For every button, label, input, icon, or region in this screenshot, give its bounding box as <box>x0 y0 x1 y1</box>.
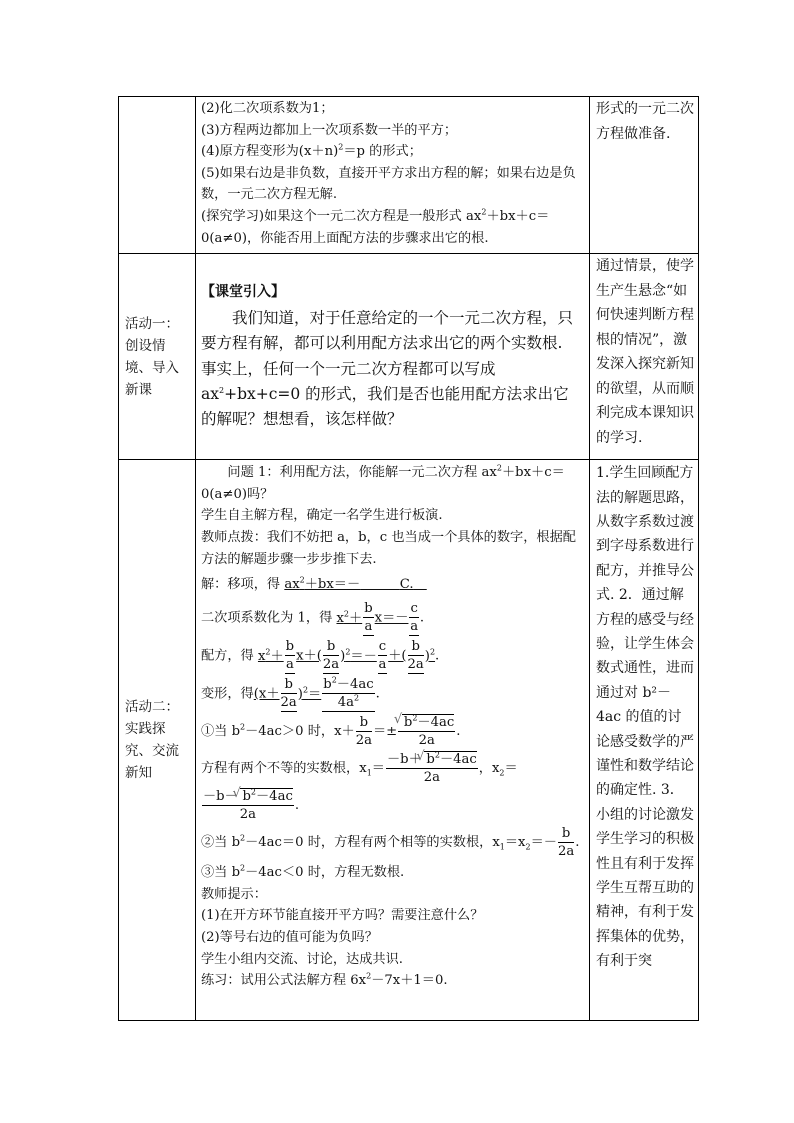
hint-1: (1)在开方环节能直接开平方吗？需要注意什么？ <box>201 908 484 924</box>
content-cell <box>196 97 590 254</box>
design-intent-cell <box>590 254 699 460</box>
practice-exercise: 练习：试用公式法解方程 $6x^2-7x+1=0$. <box>201 971 448 989</box>
step-5: (5)如果右边是非负数，直接开平方求出方程的解；如果右边是负数，一元二次方程无解. <box>201 165 576 203</box>
step-transform: 变形，得(x＋ $\frac{b}{2a}$ )$^2$＝ $\frac{b^2-4ac}{4a^2}$ . <box>201 675 380 711</box>
hint-2: (2)等号右边的值可能为负吗？ <box>201 929 378 945</box>
question-1: 问题 1：利用配方法，你能解一元二次方程 $ax^2+bx+c=0(a\ne 0)$吗？ <box>201 463 565 502</box>
section-heading: 【课堂引入】 <box>201 284 285 301</box>
step-normalize: 二次项系数化为 1，得 $x^2+$ $\frac{b}{a}$ x＝－ $\frac{c}{a}$ . <box>201 601 425 635</box>
table-row <box>119 254 699 460</box>
design-intent-text: 1.学生回顾配方法的解题思路，从数字系数过渡到字母系数进行配方，并推导公式. 2．通过解方程的感受与经验，让学生体会数式通性，进而通过对 b²－4ac 的值的讨论感受数学的严谨性和数学结论的确定性. 3．小组的讨论激发学生学习的积极性且有利于发挥学生互帮互助的精神，有利于发挥集体的优势，有利于突 <box>596 465 694 970</box>
activity-label-cell <box>119 254 196 460</box>
teacher-hint-title: 教师提示： <box>201 886 267 902</box>
step-move-terms: 解：移项，得 $ax^2+bx=-$ C. <box>201 575 414 593</box>
student-activity: 学生自主解方程，确定一名学生进行板演. <box>201 508 443 524</box>
step-complete-square: 配方，得 $x^2+$ $\frac{b}{a}$ x＋( $\frac{b}{2a}$ )$^2$＝－ $\frac{c}{a}$ ＋( $\frac{b}{2a}$ )$^2$. <box>201 639 440 673</box>
step-3: (3)方程两边都加上一次项系数一半的平方； <box>201 122 458 138</box>
intro-paragraph: 我们知道，对于任意给定的一个一元二次方程，只要方程有解，都可以利用配方法求出它的两个实数根. 事实上，任何一个一元二次方程都可以写成 <box>201 308 574 378</box>
design-intent-text: 形式的一元二次方程做准备. <box>596 101 694 142</box>
case-positive: ①当 $b^2-4ac>0$ 时，x＋ $\frac{b}{2a}$ ＝± √ $\frac{b^2-4ac}{2a}$ . <box>201 714 583 749</box>
teacher-guidance: 教师点拨：我们不妨把 a，b，c 也当成一个具体的数字，根据配方法的解题步骤一步步推下去. <box>201 529 576 567</box>
table-row <box>119 460 699 1021</box>
activity-one-label: 活动一：创设情境、导入新课 <box>125 315 179 398</box>
case-negative: ③当 $b^2-4ac<0$ 时，方程无数根. <box>201 863 405 881</box>
explore-question: (探究学习)如果这个一元二次方程是一般形式 $ax^2+bx+c=0(a\ne 0)$，你能否用上面配方法的步骤求出它的根. <box>201 207 550 246</box>
design-intent-text: 通过情景，使学生产生悬念“如何快速判断方程根的情况”，激发深入探究新知的欲望，从而顺利完成本课知识的学习. <box>596 258 694 446</box>
step-4: (4)原方程变形为$(x+n)^2=p$ 的形式； <box>201 142 422 160</box>
content-cell <box>196 254 590 460</box>
two-roots: 方程有两个不等的实数根，$x_1=$ $\frac{-b+ √ b^2-4ac}{2a}$ ，$x_2=$ <box>201 751 583 786</box>
content-cell <box>196 460 590 1021</box>
second-root: $\frac{-b- √ b^2-4ac}{2a}$ . <box>201 788 583 823</box>
activity-label-cell <box>119 460 196 1021</box>
group-discussion: 学生小组内交流、讨论，达成共识. <box>201 951 404 967</box>
step-2: (2)化二次项系数为1； <box>201 101 334 116</box>
design-intent-cell <box>590 460 699 1021</box>
activity-label-cell <box>119 97 196 254</box>
table-row <box>119 97 699 254</box>
activity-two-label: 活动二：实践探究、交流新知 <box>125 699 179 782</box>
intro-paragraph-2: $ax^2+bx+c=0$ 的形式，我们是否也能用配方法求出它的解呢？想想看，该怎样做？ <box>201 385 569 429</box>
case-zero: ②当 $b^2-4ac=0$ 时，方程有两个相等的实数根，$x_1=x_2=-$ $\frac{b}{2a}$ . <box>201 826 580 860</box>
design-intent-cell <box>590 97 699 254</box>
lesson-plan-table <box>118 96 699 1021</box>
